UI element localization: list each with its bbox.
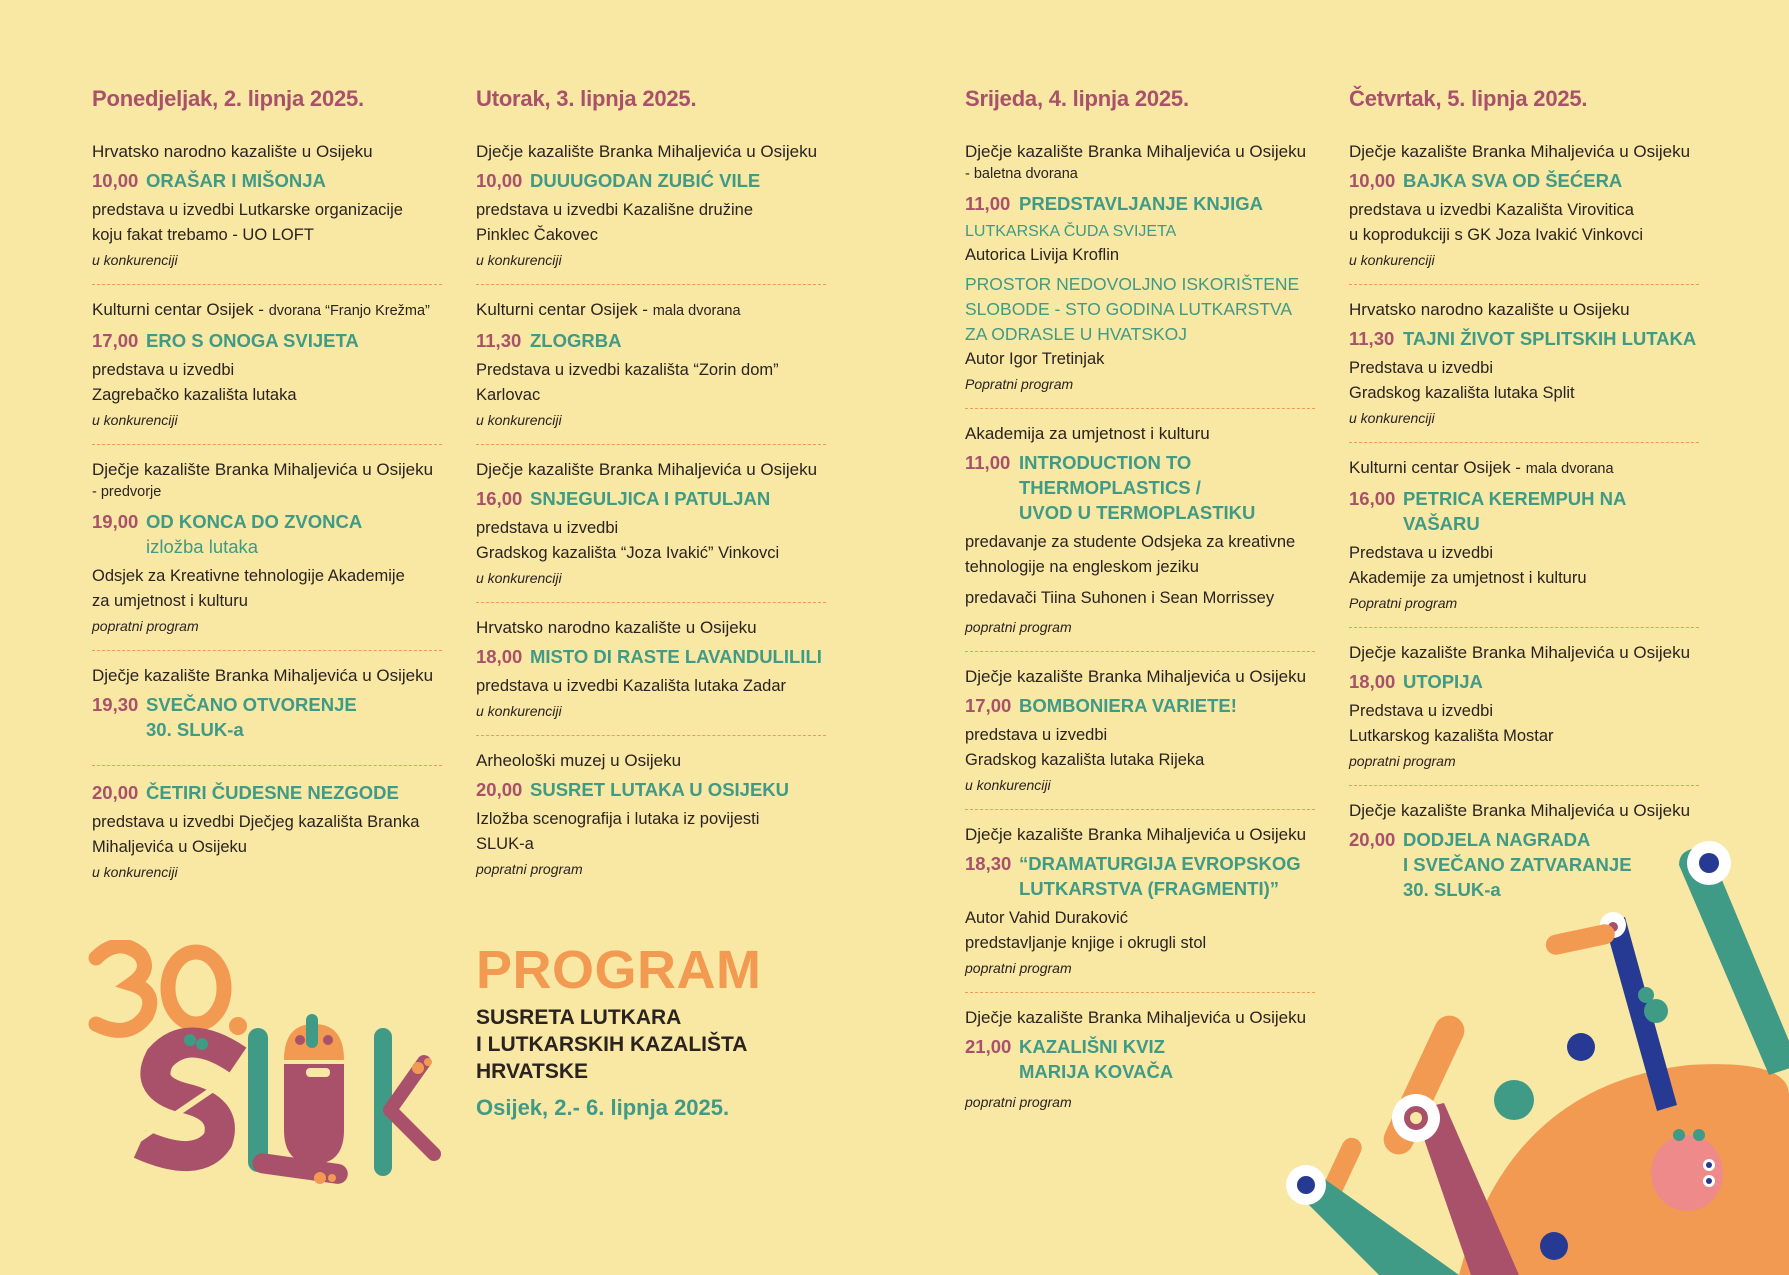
event-time: 17,00 bbox=[92, 330, 139, 351]
event-title-line bbox=[92, 692, 442, 742]
sluk-logo bbox=[88, 940, 448, 1210]
event-item bbox=[476, 141, 826, 285]
event-lecturers: predavači Tiina Suhonen i Sean Morrissey bbox=[965, 589, 1275, 607]
event-description: Predstava u izvedbi Lutkarskog kazališta Mostar bbox=[1349, 702, 1554, 745]
event-item bbox=[965, 141, 1315, 409]
event-item bbox=[1349, 457, 1699, 628]
event-time: 20,00 bbox=[476, 779, 523, 800]
event-note: popratni program bbox=[92, 618, 199, 634]
event-title: MISTO DI RASTE LAVANDULILILI bbox=[530, 646, 822, 667]
event-venue: Kulturni centar Osijek - mala dvorana bbox=[476, 300, 741, 319]
program-date: Osijek, 2.- 6. lipnja 2025. bbox=[476, 1095, 730, 1120]
event-item bbox=[965, 666, 1315, 810]
event-title: INTRODUCTION TO THERMOPLASTICS / UVOD U TERMOPLASTIKU bbox=[1019, 452, 1256, 523]
event-venue: Kulturni centar Osijek - dvorana “Franjo Krežma” bbox=[92, 300, 430, 319]
event-description: predavanje za studente Odsjeka za kreativne tehnologije na engleskom jeziku bbox=[965, 533, 1296, 576]
event-title: BOMBONIERA VARIETE! bbox=[1019, 695, 1237, 716]
event-note: u konkurenciji bbox=[476, 412, 562, 428]
event-item bbox=[476, 299, 826, 445]
event-title: ORAŠAR I MIŠONJA bbox=[146, 170, 326, 191]
event-title-line bbox=[476, 168, 826, 193]
event-title-extra: izložba lutaka bbox=[146, 536, 259, 557]
event-time: 18,00 bbox=[476, 646, 523, 667]
event-title: PREDSTAVLJANJE KNJIGA bbox=[1019, 193, 1263, 214]
event-item bbox=[92, 780, 442, 896]
event-description: predstava u izvedbi Lutkarske organizacije koju fakat trebamo - UO LOFT bbox=[92, 201, 403, 244]
event-time: 10,00 bbox=[1349, 170, 1396, 191]
event-description: predstava u izvedbi Gradskog kazališta lutaka Rijeka bbox=[965, 726, 1205, 769]
event-item bbox=[476, 750, 826, 893]
event-title-line bbox=[92, 168, 442, 193]
event-venue: Hrvatsko narodno kazalište u Osijeku bbox=[92, 142, 373, 161]
event-title: TAJNI ŽIVOT SPLITSKIH LUTAKA bbox=[1403, 328, 1697, 349]
event-title: SNJEGULJICA I PATULJAN bbox=[530, 488, 771, 509]
event-description: predstava u izvedbi Zagrebačko kazališta lutaka bbox=[92, 361, 297, 404]
event-title: OD KONCA DO ZVONCA bbox=[146, 511, 363, 532]
event-description: predstava u izvedbi Kazališne družine Pinklec Čakovec bbox=[476, 201, 753, 244]
event-title-line bbox=[1349, 669, 1699, 694]
event-title: ZLOGRBA bbox=[530, 330, 622, 351]
event-title: KAZALIŠNI KVIZ MARIJA KOVAČA bbox=[1019, 1036, 1174, 1082]
event-time: 10,00 bbox=[476, 170, 523, 191]
event-item bbox=[92, 459, 442, 651]
event-time: 16,00 bbox=[1349, 488, 1396, 509]
event-title-line bbox=[92, 509, 442, 559]
event-venue: Hrvatsko narodno kazalište u Osijeku bbox=[476, 618, 757, 637]
program-title-block bbox=[476, 940, 762, 1121]
event-description: Predstava u izvedbi kazališta “Zorin dom” Karlovac bbox=[476, 361, 779, 404]
event-venue: Dječje kazalište Branka Mihaljevića u Osijeku bbox=[476, 460, 818, 479]
event-venue: Dječje kazalište Branka Mihaljevića u Osijeku bbox=[92, 666, 434, 685]
event-description: Predstava u izvedbi Akademije za umjetnost i kulturu bbox=[1349, 544, 1587, 587]
book-author: Autorica Livija Kroflin bbox=[965, 246, 1120, 264]
event-time: 19,00 bbox=[92, 511, 139, 532]
day-title: Utorak, 3. lipnja 2025. bbox=[476, 86, 697, 111]
event-title: BAJKA SVA OD ŠEĆERA bbox=[1403, 170, 1623, 191]
event-title: SUSRET LUTAKA U OSIJEKU bbox=[530, 779, 790, 800]
event-note: u konkurenciji bbox=[92, 252, 178, 268]
event-title: SVEČANO OTVORENJE 30. SLUK-a bbox=[146, 694, 357, 740]
event-title: ČETIRI ČUDESNE NEZGODE bbox=[146, 782, 399, 803]
event-title: “DRAMATURGIJA EVROPSKOG LUTKARSTVA (FRAGMENTI)” bbox=[1019, 853, 1301, 899]
event-note: Popratni program bbox=[1349, 595, 1458, 611]
event-note: u konkurenciji bbox=[92, 864, 178, 880]
event-description: Izložba scenografija i lutaka iz povijesti SLUK-a bbox=[476, 810, 760, 853]
event-note: u konkurenciji bbox=[92, 412, 178, 428]
event-item bbox=[476, 617, 826, 736]
event-title-line bbox=[1349, 486, 1699, 536]
event-description: predstava u izvedbi Kazališta Virovitica u koprodukciji s GK Joza Ivakić Vinkovci bbox=[1349, 201, 1644, 244]
event-time: 11,00 bbox=[965, 193, 1011, 214]
event-title: UTOPIJA bbox=[1403, 671, 1483, 692]
event-note: popratni program bbox=[476, 861, 583, 877]
event-description: Autor Vahid Duraković predstavljanje knjige i okrugli stol bbox=[965, 909, 1207, 952]
event-item bbox=[965, 423, 1315, 652]
event-description: Predstava u izvedbi Gradskog kazališta lutaka Split bbox=[1349, 359, 1575, 402]
day-title: Srijeda, 4. lipnja 2025. bbox=[965, 86, 1189, 111]
event-time: 20,00 bbox=[92, 782, 139, 803]
book-title: PROSTOR NEDOVOLJNO ISKORIŠTENE SLOBODE - STO GODINA LUTKARSTVA ZA ODRASLE U HVATSKOJ bbox=[965, 274, 1300, 344]
event-time: 16,00 bbox=[476, 488, 523, 509]
event-venue-sub: - predvorje bbox=[92, 484, 162, 500]
event-venue: Akademija za umjetnost i kulturu bbox=[965, 424, 1210, 443]
event-title-line bbox=[965, 450, 1315, 525]
event-time: 18,30 bbox=[965, 853, 1012, 874]
event-title-line bbox=[92, 780, 442, 805]
event-venue: Dječje kazalište Branka Mihaljevića u Osijeku bbox=[476, 142, 818, 161]
event-venue: Dječje kazalište Branka Mihaljevića u Osijeku bbox=[965, 825, 1307, 844]
event-venue: Hrvatsko narodno kazalište u Osijeku bbox=[1349, 300, 1630, 319]
event-venue: Dječje kazalište Branka Mihaljevića u Osijeku bbox=[1349, 801, 1691, 820]
event-venue: Dječje kazalište Branka Mihaljevića u Osijeku bbox=[965, 142, 1307, 161]
event-title-line bbox=[476, 486, 826, 511]
event-title-line bbox=[476, 644, 826, 669]
event-time: 11,30 bbox=[476, 330, 522, 351]
event-description: predstava u izvedbi Gradskog kazališta “Joza Ivakić” Vinkovci bbox=[476, 519, 780, 562]
event-title-line bbox=[92, 328, 442, 353]
event-title-line bbox=[476, 777, 826, 802]
day-column-tuesday bbox=[476, 86, 826, 893]
event-title-line bbox=[965, 191, 1315, 216]
event-title: PETRICA KEREMPUH NA VAŠARU bbox=[1403, 488, 1626, 534]
event-time: 19,30 bbox=[92, 694, 139, 715]
event-venue-sub: - baletna dvorana bbox=[965, 166, 1078, 182]
event-venue: Dječje kazalište Branka Mihaljevića u Osijeku bbox=[965, 1008, 1307, 1027]
event-venue: Dječje kazalište Branka Mihaljevića u Osijeku bbox=[1349, 142, 1691, 161]
event-item bbox=[92, 665, 442, 766]
day-column-thursday bbox=[1349, 86, 1699, 919]
event-time: 20,00 bbox=[1349, 829, 1396, 850]
event-title: ERO S ONOGA SVIJETA bbox=[146, 330, 359, 351]
event-time: 21,00 bbox=[965, 1036, 1012, 1057]
book-title: LUTKARSKA ČUDA SVIJETA bbox=[965, 223, 1177, 240]
event-title-line bbox=[1349, 168, 1699, 193]
book-author: Autor Igor Tretinjak bbox=[965, 350, 1105, 368]
event-title-line bbox=[1349, 326, 1699, 351]
event-time: 11,00 bbox=[965, 452, 1011, 473]
event-description: predstava u izvedbi Dječjeg kazališta Branka Mihaljevića u Osijeku bbox=[92, 813, 420, 856]
event-title-line bbox=[965, 693, 1315, 718]
event-title: DUUUGODAN ZUBIĆ VILE bbox=[530, 170, 761, 191]
event-description: predstava u izvedbi Kazališta lutaka Zadar bbox=[476, 677, 787, 695]
event-item bbox=[92, 141, 442, 285]
puppet-illustration bbox=[1209, 835, 1789, 1275]
event-item bbox=[92, 299, 442, 445]
event-note: popratni program bbox=[1349, 753, 1456, 769]
event-venue: Dječje kazalište Branka Mihaljevića u Osijeku bbox=[92, 460, 434, 479]
event-note: u konkurenciji bbox=[1349, 252, 1435, 268]
program-heading: PROGRAM bbox=[476, 940, 762, 1000]
event-time: 10,00 bbox=[92, 170, 139, 191]
event-time: 18,00 bbox=[1349, 671, 1396, 692]
event-venue: Arheološki muzej u Osijeku bbox=[476, 751, 682, 770]
event-venue: Dječje kazalište Branka Mihaljevića u Osijeku bbox=[1349, 643, 1691, 662]
event-note: u konkurenciji bbox=[476, 703, 562, 719]
event-venue: Dječje kazalište Branka Mihaljevića u Osijeku bbox=[965, 667, 1307, 686]
event-time: 17,00 bbox=[965, 695, 1012, 716]
event-note: Popratni program bbox=[965, 376, 1074, 392]
event-item bbox=[1349, 141, 1699, 285]
event-item bbox=[1349, 642, 1699, 786]
event-note: u konkurenciji bbox=[476, 570, 562, 586]
event-title: DODJELA NAGRADA I SVEČANO ZATVARANJE 30. SLUK-a bbox=[1403, 829, 1632, 900]
event-note: popratni program bbox=[965, 1094, 1072, 1110]
event-note: u konkurenciji bbox=[476, 252, 562, 268]
day-title: Ponedjeljak, 2. lipnja 2025. bbox=[92, 86, 364, 111]
day-column-monday bbox=[92, 86, 442, 896]
event-note: u konkurenciji bbox=[965, 777, 1051, 793]
event-item bbox=[476, 459, 826, 603]
event-time: 11,30 bbox=[1349, 328, 1395, 349]
event-note: popratni program bbox=[965, 960, 1072, 976]
event-note: popratni program bbox=[965, 619, 1072, 635]
event-note: u konkurenciji bbox=[1349, 410, 1435, 426]
event-description: Odsjek za Kreativne tehnologije Akademije za umjetnost i kulturu bbox=[92, 567, 405, 610]
event-venue: Kulturni centar Osijek - mala dvorana bbox=[1349, 458, 1614, 477]
event-title-line bbox=[476, 328, 826, 353]
event-item bbox=[1349, 299, 1699, 443]
program-subtitle: SUSRETA LUTKARA I LUTKARSKIH KAZALIŠTA HRVATSKE bbox=[476, 1006, 748, 1083]
day-title: Četvrtak, 5. lipnja 2025. bbox=[1349, 86, 1588, 111]
